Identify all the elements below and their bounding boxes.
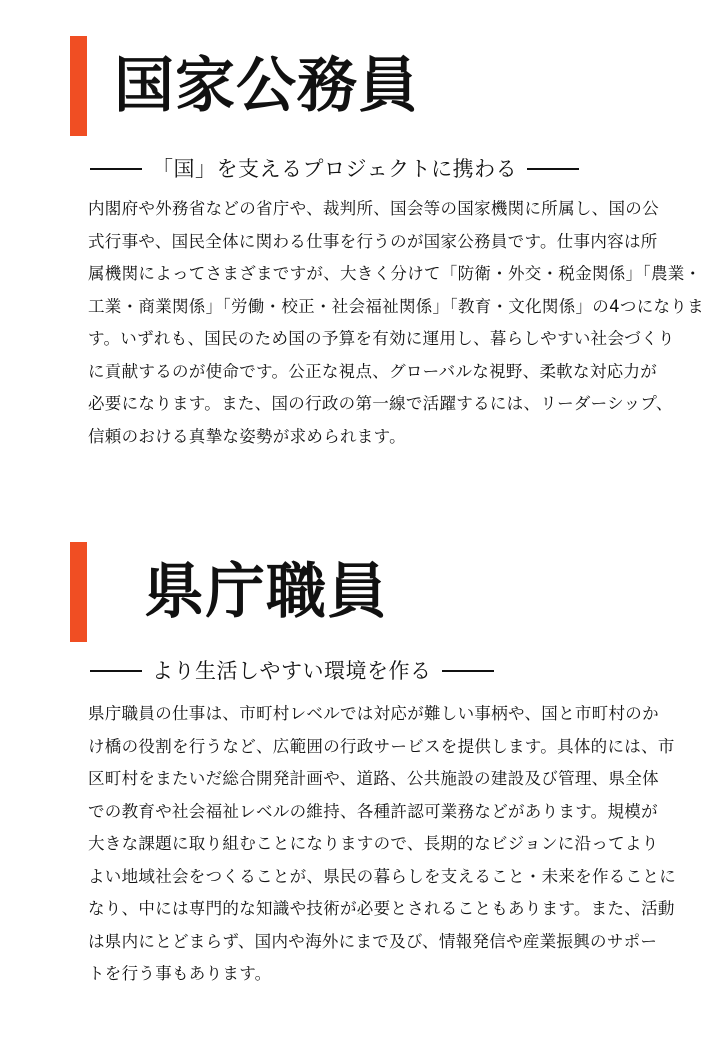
subtitle-row xyxy=(90,657,494,685)
subtitle-line-left xyxy=(90,168,142,170)
body-line: す。いずれも、国民のため国の予算を有効に運用し、暮らしやすい社会づくり xyxy=(88,329,675,348)
section-subtitle: より生活しやすい環境を作る xyxy=(152,659,432,683)
body-line: よい地域社会をつくることが、県民の暮らしを支えること・未来を作ることに xyxy=(88,866,676,886)
body-line: 式行事や、国民全体に関わる仕事を行うのが国家公務員です。仕事内容は所 xyxy=(88,231,658,251)
body-line: 信頼のおける真摯な姿勢が求められます。 xyxy=(88,426,406,446)
body-line: 工業・商業関係」「労働・校正・社会福祉関係」「教育・文化関係」の4つになりま xyxy=(88,296,704,316)
section-subtitle: 「国」を支えるプロジェクトに携わる xyxy=(152,157,518,181)
section-body xyxy=(88,193,712,453)
accent-bar xyxy=(70,542,87,642)
body-line: トを行う事もあります。 xyxy=(88,964,272,983)
body-line: 県庁職員の仕事は、市町村レベルでは対応が難しい事柄や、国と市町村のか xyxy=(88,704,659,723)
body-line: 区町村をまたいだ総合開発計画や、道路、公共施設の建設及び管理、県全体 xyxy=(88,769,659,788)
body-line: 大きな課題に取り組むことになりますので、長期的なビジョンに沿ってより xyxy=(88,834,659,853)
body-line: なり、中には専門的な知識や技術が必要とされることもあります。また、活動 xyxy=(88,899,675,918)
body-line: 属機関によってさまざまですが、大きく分けて「防衛・外交・税金関係」「農業・ xyxy=(88,264,702,283)
body-line: での教育や社会福祉レベルの維持、各種許認可業務などがあります。規模が xyxy=(88,801,658,821)
subtitle-line-left xyxy=(90,670,142,672)
body-line: 必要になります。また、国の行政の第一線で活躍するには、リーダーシップ、 xyxy=(88,394,673,413)
body-line: は県内にとどまらず、国内や海外にまで及び、情報発信や産業振興のサポー xyxy=(88,931,658,951)
body-line: 内閣府や外務省などの省庁や、裁判所、国会等の国家機関に所属し、国の公 xyxy=(88,199,659,218)
section-body xyxy=(88,698,712,991)
subtitle-row xyxy=(90,155,579,183)
section-title: 県庁職員 xyxy=(144,557,388,627)
subtitle-line-right xyxy=(527,168,579,170)
body-line: に貢献するのが使命です。公正な視点、グローバルな視野、柔軟な対応力が xyxy=(88,361,658,381)
section-title: 国家公務員 xyxy=(114,51,419,121)
subtitle-line-right xyxy=(442,670,494,672)
body-line: け橋の役割を行うなど、広範囲の行政サービスを提供します。具体的には、市 xyxy=(88,736,675,756)
accent-bar xyxy=(70,36,87,136)
